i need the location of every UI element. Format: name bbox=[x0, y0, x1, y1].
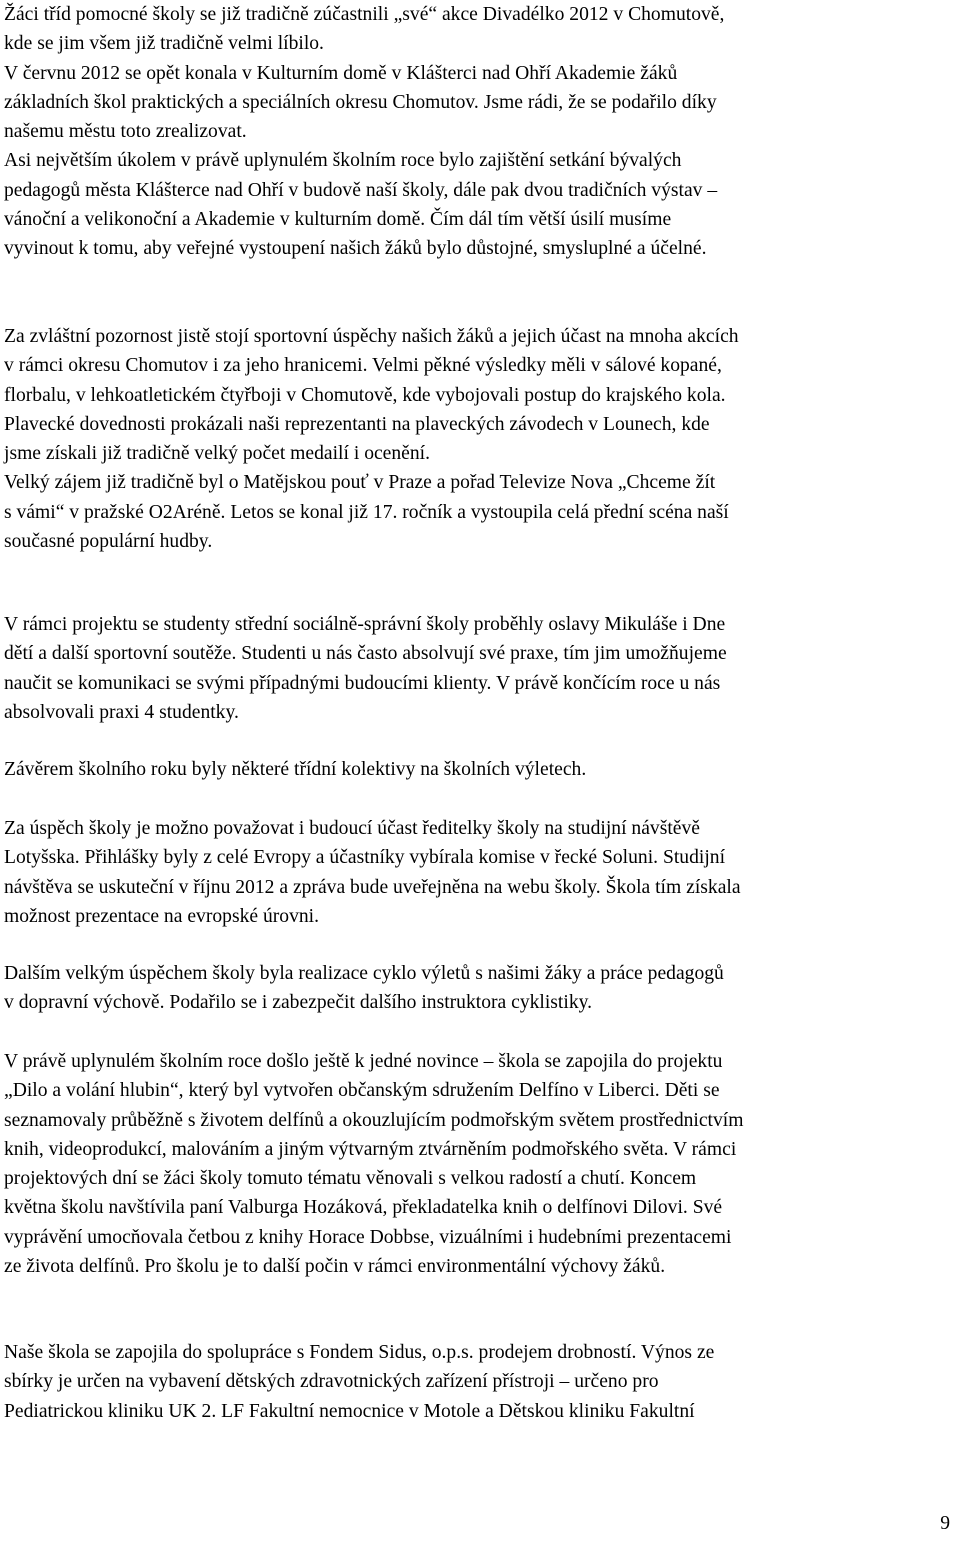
text-line: V červnu 2012 se opět konala v Kulturním domě v Klášterci nad Ohří Akademie žáků bbox=[4, 62, 678, 84]
text-line: s vámi“ v pražské O2Aréně. Letos se konal již 17. ročník a vystoupila celá přední scéna naší bbox=[4, 501, 729, 523]
text-line: možnost prezentace na evropské úrovni. bbox=[4, 905, 320, 927]
text-line: naučit se komunikaci se svými případnými budoucími klienty. V právě končícím roce u nás bbox=[4, 672, 721, 694]
text-line: v dopravní výchově. Podařilo se i zabezpečit dalšího instruktora cyklistiky. bbox=[4, 992, 593, 1014]
text-line: Závěrem školního roku byly některé třídní kolektivy na školních výletech. bbox=[4, 759, 587, 780]
text-line: seznamovaly průběžně s životem delfínů a okouzlujícím podmořským světem prostřednictvím bbox=[4, 1109, 744, 1131]
text-line: V právě uplynulém školním roce došlo ještě k jedné novince – škola se zapojila do projektu bbox=[4, 1051, 723, 1072]
text-line: florbalu, v lehkoatletickém čtyřboji v Chomutově, kde vybojovali postup do krajského kola. bbox=[4, 384, 726, 406]
paragraph-fond-sidus bbox=[4, 1338, 956, 1426]
text-line: Za úspěch školy je možno považovat i budoucí účast ředitelky školy na studijní návštěvě bbox=[4, 818, 700, 839]
paragraph-sport bbox=[4, 322, 956, 556]
text-line: v rámci okresu Chomutov i za jeho hranicemi. Velmi pěkné výsledky měli v sálové kopané, bbox=[4, 355, 722, 377]
text-line: Plavecké dovednosti prokázali naši reprezentanti na plaveckých závodech v Lounech, kde bbox=[4, 413, 710, 435]
text-line: současné populární hudby. bbox=[4, 531, 213, 553]
text-line: Dalším velkým úspěchem školy byla realizace cyklo výletů s našimi žáky a práce pedagogů bbox=[4, 963, 724, 984]
text-line: kde se jim všem již tradičně velmi líbilo. bbox=[4, 33, 324, 55]
text-line: vyvinout k tomu, aby veřejné vystoupení našich žáků bylo důstojné, smysluplné a účelné. bbox=[4, 238, 707, 260]
text-line: dětí a další sportovní soutěže. Studenti u nás často absolvují své praxe, tím jim umožňujeme bbox=[4, 643, 727, 665]
paragraph-lotyssko bbox=[4, 814, 956, 931]
text-line: Naše škola se zapojila do spolupráce s Fondem Sidus, o.p.s. prodejem drobností. Výnos ze bbox=[4, 1342, 715, 1363]
text-line: května školu navštívila paní Valburga Hozáková, překladatelka knih o delfínovi Dilovi. Své bbox=[4, 1197, 723, 1219]
text-line: „Dilo a volání hlubin“, který byl vytvořen občanským sdružením Delfíno v Liberci. Děti se bbox=[4, 1080, 720, 1102]
text-line: Pediatrickou kliniku UK 2. LF Fakultní nemocnice v Motole a Dětskou kliniku Fakultní bbox=[4, 1400, 695, 1422]
page-number: 9 bbox=[940, 1513, 950, 1534]
text-line: Za zvláštní pozornost jistě stojí sportovní úspěchy našich žáků a jejich účast na mnoha akcích bbox=[4, 326, 739, 347]
paragraph-cyklo-vylety bbox=[4, 959, 956, 1018]
text-line: vyprávění umocňovala četbou z knihy Horace Dobbse, vizuálními i hudebními prezentacemi bbox=[4, 1226, 732, 1248]
text-line: V rámci projektu se studenty střední sociálně-správní školy proběhly oslavy Mikuláše i Dne bbox=[4, 614, 726, 635]
text-line: pedagogů města Klášterce nad Ohří v budově naší školy, dále pak dvou tradičních výstav – bbox=[4, 179, 718, 201]
text-line: našemu městu toto zrealizovat. bbox=[4, 121, 247, 143]
text-line: základních škol praktických a speciálních okresu Chomutov. Jsme rádi, že se podařilo díky bbox=[4, 91, 717, 113]
paragraph-projekt-dilo bbox=[4, 1047, 956, 1281]
text-line: Lotyšska. Přihlášky byly z celé Evropy a účastníky vybírala komise v řecké Soluni. Studijní bbox=[4, 847, 726, 869]
text-line: návštěva se uskuteční v říjnu 2012 a zpráva bude uveřejněna na webu školy. Škola tím získala bbox=[4, 876, 741, 898]
text-line: ze života delfínů. Pro školu je to další počin v rámci environmentální výchovy žáků. bbox=[4, 1256, 666, 1278]
text-line: jsme získali již tradičně velký počet medailí i ocenění. bbox=[4, 443, 431, 465]
text-line: Velký zájem již tradičně byl o Matějskou pouť v Praze a pořad Televize Nova „Chceme žít bbox=[4, 472, 716, 494]
text-line: vánoční a velikonoční a Akademie v kulturním domě. Čím dál tím větší úsilí musíme bbox=[4, 209, 672, 231]
text-line: knih, videoprodukcí, malováním a jiným výtvarným ztvárněním podmořského světa. V rámci bbox=[4, 1138, 737, 1160]
paragraph-studenti-praxe bbox=[4, 610, 956, 727]
paragraph-divadelko-akademie bbox=[4, 0, 956, 264]
text-line: absolvovali praxi 4 studentky. bbox=[4, 701, 239, 723]
text-line: Asi největším úkolem v právě uplynulém školním roce bylo zajištění setkání bývalých bbox=[4, 150, 682, 172]
text-line: sbírky je určen na vybavení dětských zdravotnických zařízení přístroji – určeno pro bbox=[4, 1371, 659, 1393]
text-line: Žáci tříd pomocné školy se již tradičně zúčastnili „své“ akce Divadélko 2012 v Chomutově, bbox=[4, 4, 725, 25]
text-line: projektových dní se žáci školy tomuto tématu věnovali s velkou radostí a chutí. Koncem bbox=[4, 1168, 697, 1190]
paragraph-vylety bbox=[4, 755, 956, 784]
